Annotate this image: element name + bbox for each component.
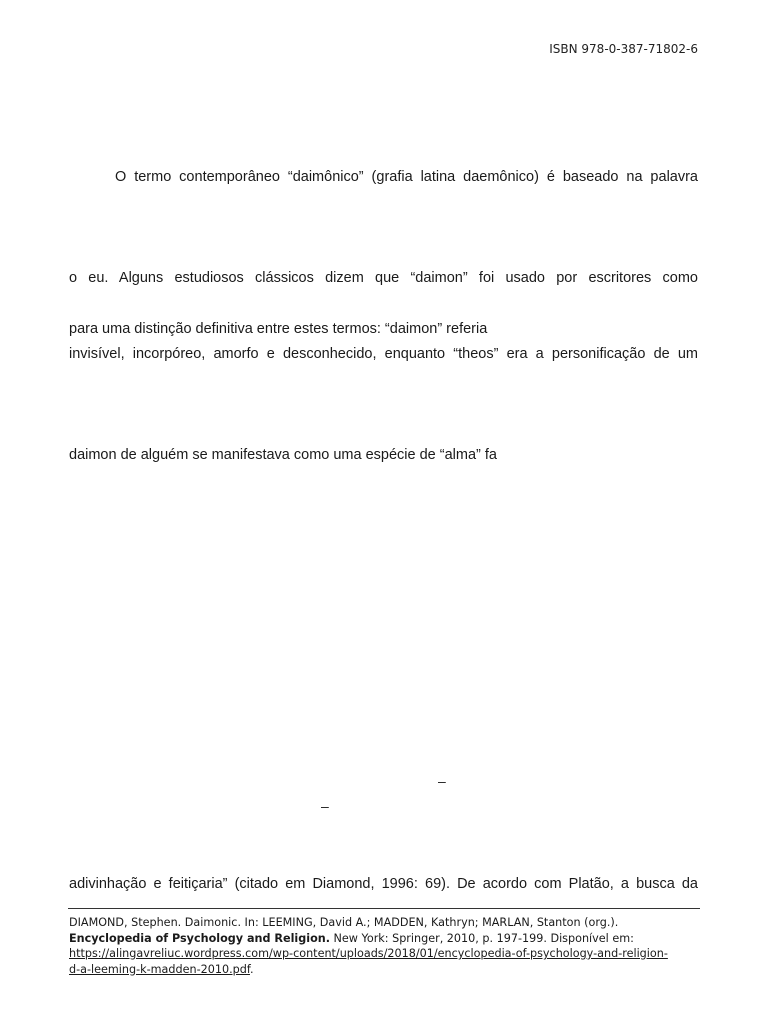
footnote-divider — [68, 908, 700, 909]
body-line-6: adivinhação e feitiçaria” (citado em Diamond, 1996: 69). De acordo com Platão, a busca da — [69, 876, 698, 892]
isbn-header: ISBN 978-0-387-71802-6 — [549, 42, 698, 56]
footnote-publisher: New York: Springer, 2010, p. 197-199. Disponível em: — [330, 931, 634, 945]
footnote-link-line-2: d-a-leeming-k-madden-2010.pdf — [69, 962, 250, 976]
footnote-link[interactable] — [69, 947, 668, 976]
body-line-1: O termo contemporâneo “daimônico” (grafia latina daemônico) é baseado na palavra — [115, 169, 698, 185]
body-line-3: para uma distinção definitiva entre estes termos: “daimon” referia — [69, 321, 488, 337]
body-line-4: invisível, incorpóreo, amorfo e desconhecido, enquanto “theos” era a personificação de um — [69, 346, 698, 362]
dash-mark-2: – — [321, 798, 329, 814]
footnote-citation: DIAMOND, Stephen. Daimonic. In: LEEMING, David A.; MADDEN, Kathryn; MARLAN, Stanton (org.). — [69, 916, 619, 929]
body-line-2: o eu. Alguns estudiosos clássicos dizem que “daimon” foi usado por escritores como — [69, 270, 698, 286]
dash-mark-1: – — [438, 773, 446, 789]
footnote-title: Encyclopedia of Psychology and Religion. — [69, 931, 330, 945]
footnote — [69, 915, 709, 977]
footnote-link-line-1: https://alingavreliuc.wordpress.com/wp-content/uploads/2018/01/encyclopedia-of-psychology-and-religion- — [69, 947, 668, 960]
body-line-5: daimon de alguém se manifestava como uma espécie de “alma” fa — [69, 447, 497, 463]
footnote-end: . — [249, 962, 254, 976]
